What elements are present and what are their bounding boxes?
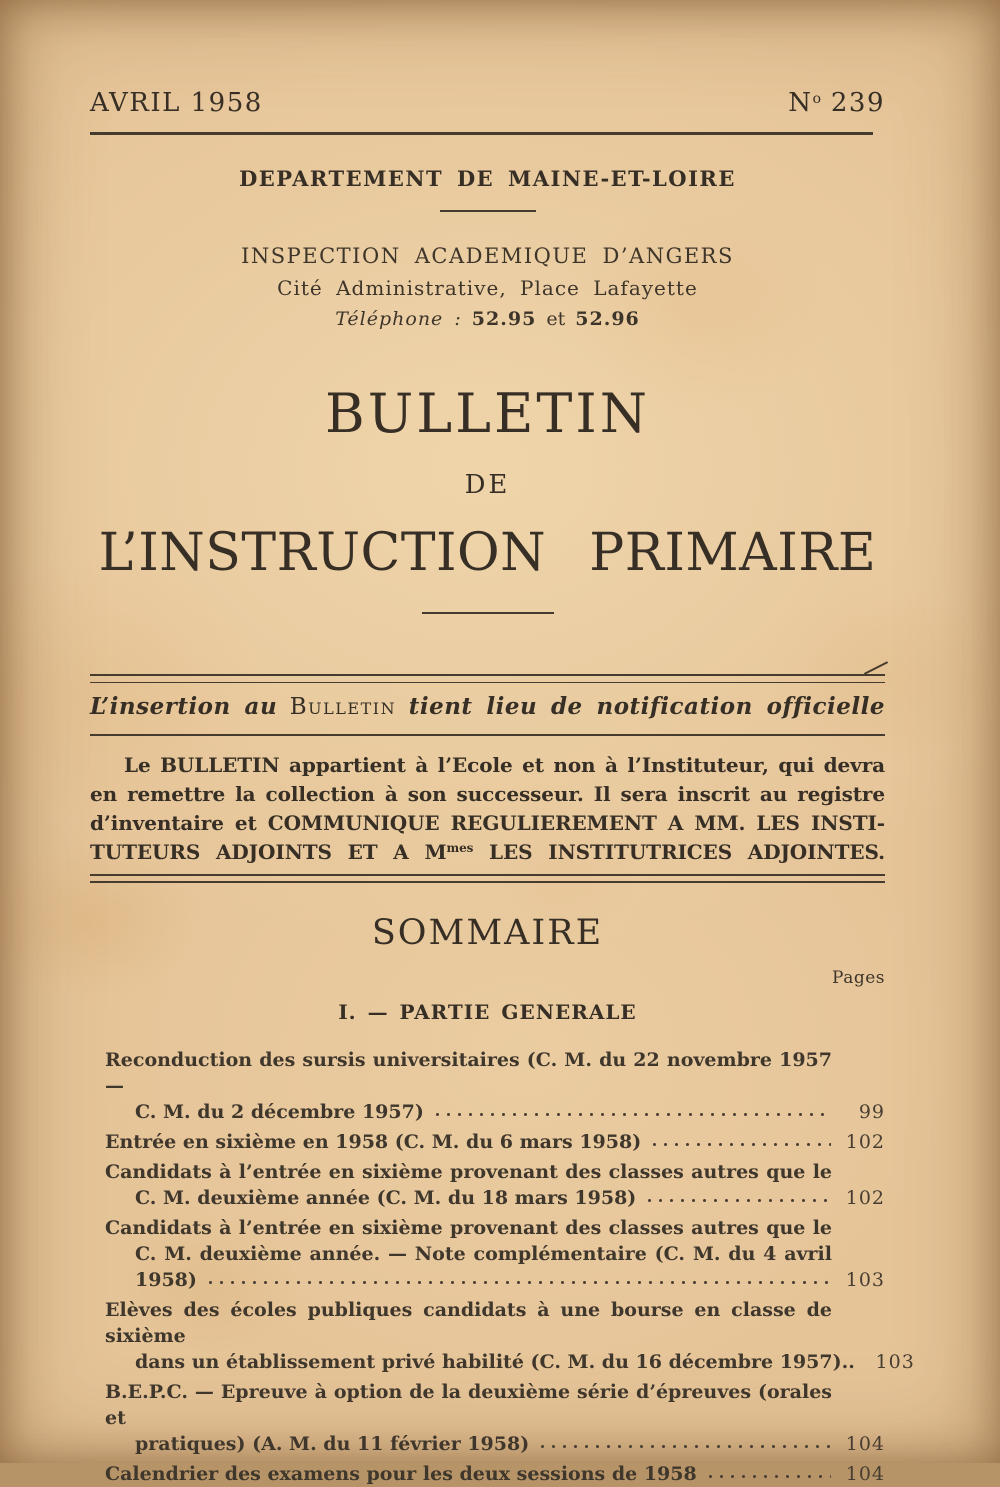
- toc-entry-line: Elèves des écoles publiques candidats à une bourse en classe de sixième: [105, 1298, 832, 1347]
- toc-entry: [105, 1215, 885, 1293]
- toc-entry-text: dans un établissement privé habilité (C. M. du 16 décembre 1957)..: [135, 1350, 855, 1373]
- issue-number: [788, 88, 885, 118]
- toc-page-number: 103: [875, 1350, 915, 1373]
- pages-column-label: Pages: [832, 967, 885, 988]
- issue-date: AVRIL 1958: [90, 88, 263, 118]
- toc-entry: [105, 1297, 915, 1375]
- toc-dot-leader: [535, 1431, 831, 1457]
- toc-page-number: 102: [845, 1130, 885, 1153]
- phone-number-2: 52.96: [575, 307, 640, 330]
- title-divider-rule: [422, 612, 554, 615]
- ownership-mmes-superscript: mes: [446, 841, 474, 855]
- ownership-line-4: [90, 838, 885, 867]
- issue-number-ordinal: o: [812, 91, 822, 108]
- bulletin-title-line-3: L’INSTRUCTION PRIMAIRE: [98, 522, 877, 583]
- toc-entry: [105, 1379, 885, 1457]
- phone-conjunction: et: [546, 307, 566, 330]
- toc-page-number: 99: [858, 1100, 885, 1123]
- ownership-line-1: Le BULLETIN appartient à l’Ecole et non à l’Instituteur, qui devra: [124, 753, 885, 777]
- toc-entry-line: Candidats à l’entrée en sixième provenant des classes autres que le: [105, 1216, 832, 1239]
- toc-dot-leader: [203, 1267, 831, 1293]
- notice-text-post: tient lieu de notification officielle: [408, 693, 886, 720]
- issue-header: [90, 88, 885, 118]
- toc-entry-last-line: [105, 1099, 885, 1125]
- ownership-line-3: d’inventaire et COMMUNIQUE REGULIEREMENT A MM. LES INSTI-: [90, 811, 885, 835]
- toc-entry-text: pratiques) (A. M. du 11 février 1958): [135, 1432, 530, 1455]
- official-notice-line: [90, 692, 885, 722]
- table-of-contents: [90, 1047, 915, 1487]
- phone-line: [90, 307, 885, 332]
- part-one-heading: I. — PARTIE GENERALE: [338, 999, 637, 1024]
- pen-stroke-mark: [864, 661, 888, 675]
- toc-dot-leader: [430, 1099, 831, 1125]
- toc-entry-line: Reconduction des sursis universitaires (C. M. du 22 novembre 1957 —: [105, 1048, 832, 1097]
- ownership-line-2: en remettre la collection à son successeur. Il sera inscrit au registre: [90, 782, 885, 806]
- notice-bottom-rule: [90, 734, 885, 736]
- toc-entry: [105, 1047, 885, 1125]
- toc-entry-text: C. M. deuxième année (C. M. du 18 mars 1958): [135, 1186, 637, 1209]
- ownership-line-4-post: LES INSTITUTRICES ADJOINTES.: [473, 840, 885, 864]
- header-rule: [90, 132, 873, 135]
- toc-page-number: 104: [845, 1432, 885, 1455]
- issue-number-value: 239: [821, 88, 885, 118]
- notice-text-pre: L’insertion au: [90, 693, 278, 720]
- academy-heading: INSPECTION ACADEMIQUE D’ANGERS: [241, 243, 734, 268]
- toc-entry-text: C. M. du 2 décembre 1957): [135, 1100, 424, 1123]
- toc-page-number: 104: [845, 1462, 885, 1485]
- toc-entry-last-line: [105, 1185, 885, 1211]
- toc-dot-leader: [647, 1129, 831, 1155]
- toc-entry: [105, 1461, 885, 1487]
- notice-bulletin-smallcaps: Bulletin: [289, 694, 397, 720]
- phone-label: Téléphone :: [335, 307, 462, 330]
- toc-entry-line: Candidats à l’entrée en sixième provenant des classes autres que le: [105, 1160, 832, 1183]
- toc-entry-last-line: [105, 1267, 885, 1293]
- address-line: Cité Administrative, Place Lafayette: [277, 275, 698, 300]
- toc-entry-last-line: [105, 1431, 885, 1457]
- masthead-divider-rule: [440, 210, 536, 212]
- notice-top-rule: [90, 674, 885, 683]
- toc-entry-text: Entrée en sixième en 1958 (C. M. du 6 mars 1958): [105, 1130, 642, 1153]
- toc-entry-line: C. M. deuxième année. — Note complémentaire (C. M. du 4 avril: [135, 1242, 832, 1265]
- phone-number-1: 52.95: [471, 307, 537, 330]
- toc-entry-text: 1958): [135, 1268, 197, 1291]
- toc-entry-last-line: [105, 1349, 915, 1375]
- toc-entry-last-line: [105, 1129, 885, 1155]
- toc-entry-last-line: [105, 1461, 885, 1487]
- issue-number-prefix: N: [788, 88, 813, 118]
- toc-page-number: 102: [845, 1186, 885, 1209]
- department-heading: DEPARTEMENT DE MAINE-ET-LOIRE: [239, 165, 736, 191]
- bulletin-title-line-2: DE: [464, 469, 511, 500]
- toc-entry-text: Calendrier des examens pour les deux sessions de 1958: [105, 1462, 697, 1485]
- sommaire-heading: SOMMAIRE: [371, 912, 604, 953]
- toc-dot-leader: [703, 1461, 831, 1487]
- bulletin-title-line-1: BULLETIN: [325, 381, 650, 445]
- ownership-line-4-pre: TUTEURS ADJOINTS ET A M: [90, 840, 447, 864]
- ownership-paragraph: [90, 751, 885, 867]
- toc-entry: [105, 1129, 885, 1155]
- ownership-divider-rule: [90, 874, 885, 883]
- toc-entry: [105, 1159, 885, 1211]
- toc-entry-line: B.E.P.C. — Epreuve à option de la deuxième série d’épreuves (orales et: [105, 1380, 832, 1429]
- toc-page-number: 103: [845, 1268, 885, 1291]
- toc-dot-leader: [642, 1185, 831, 1211]
